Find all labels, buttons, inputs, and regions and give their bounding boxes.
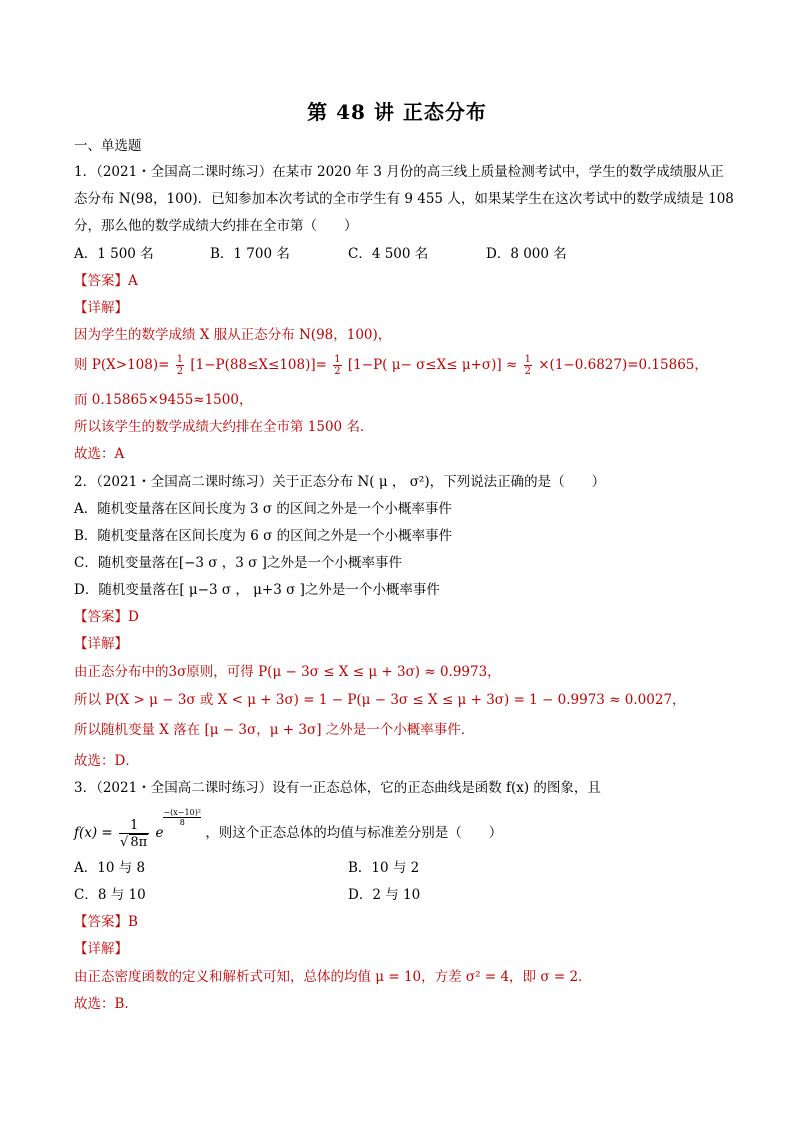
page-title: 第 48 讲 正态分布 [307,100,487,124]
q2-stem: 2．（2021・全国高二课时练习）关于正态分布 N( μ ， σ²)，下列说法正确的是（ ） [74,474,606,490]
q1-choose: 故选：A [74,446,125,462]
q1-sol2-c: [1−P( μ− σ≤X≤ μ+σ)] ≈ [347,357,518,373]
q1-option-a: A．1 500 名 [74,246,154,262]
q1-solution-line2 [74,352,720,378]
q2-option-c: C．随机变量落在[−3 σ ，3 σ ]之外是一个小概率事件 [74,555,402,571]
q3-density-fraction: $\frac{1}{√ 8\pi}$ [120,817,148,850]
half-fraction-1: $\frac{1}{2}$ [176,354,184,377]
q1-option-d: D．8 000 名 [486,246,567,262]
q2-option-b: B．随机变量落在区间长度为 6 σ 的区间之外是一个小概率事件 [74,528,453,544]
q3-e: e [155,825,164,841]
q3-option-d: D．2 与 10 [348,887,421,903]
q2-solution-line1: 由正态分布中的3σ原则，可得 P(μ − 3σ ≤ X ≤ μ + 3σ) ≈ 0.9973， [74,664,501,680]
q3-option-b: B．10 与 2 [348,860,420,876]
q3-stem-line2: ，则这个正态总体的均值与标准差分别是（ ） [205,825,503,841]
half-fraction-2: $\frac{1}{2}$ [334,354,341,377]
q1-detail-label: 【详解】 [74,300,128,316]
q1-option-b: B．1 700 名 [210,246,290,262]
q1-solution-line4: 所以该学生的数学成绩大约排在全市第 1500 名． [74,419,374,435]
q3-choose: 故选：B. [74,996,129,1012]
q2-solution-line3: 所以随机变量 X 落在 [μ − 3σ，μ + 3σ] 之外是一个小概率事件． [74,722,475,738]
q2-option-d: D．随机变量落在[ μ−3 σ ， μ+3 σ ]之外是一个小概率事件 [74,582,440,598]
section-heading: 一、单选题 [74,138,142,154]
q2-option-a: A．随机变量落在区间长度为 3 σ 的区间之外是一个小概率事件 [74,501,452,517]
q2-choose: 故选：D． [74,753,139,769]
q3-detail-label: 【详解】 [74,941,128,957]
q1-option-c: C．4 500 名 [348,246,429,262]
q2-detail-label: 【详解】 [74,636,128,652]
q1-sol2-b: [1−P(88≤X≤108)]= [190,357,327,373]
q3-stem-line1: 3．（2021・全国高二课时练习）设有一正态总体，它的正态曲线是函数 f(x) 的图象，且 [74,780,601,796]
q1-answer: 【答案】A [74,273,138,289]
q1-solution-line1: 因为学生的数学成绩 X 服从正态分布 N(98，100)， [74,327,392,343]
q3-option-c: C．8 与 10 [74,887,146,903]
q3-exponent: $\frac{\text{−(x−10)²}}{8}$ [163,808,202,827]
q1-sol2-a: 则 P(X>108)= [74,357,170,373]
q3-formula-line [74,808,720,850]
q3-answer: 【答案】B [74,914,138,930]
half-fraction-3: $\frac{1}{2}$ [524,354,531,377]
q3-solution-line1: 由正态密度函数的定义和解析式可知，总体的均值 μ = 10，方差 σ² = 4，即 σ = 2． [74,969,592,985]
q1-sol2-d: ×(1−0.6827)=0.15865， [538,357,708,373]
q3-option-a: A．10 与 8 [74,860,146,876]
q1-solution-line3: 而 0.15865×9455≈1500， [74,392,253,408]
q1-stem-line2: 态分布 N(98，100)．已知参加本次考试的全市学生有 9 455 人，如果某学生在这次考试中的数学成绩是 108 [74,191,734,207]
q1-stem-line1: 1．（2021・全国高二课时练习）在某市 2020 年 3 月份的高三线上质量检测考试中，学生的数学成绩服从正 [74,164,724,180]
q3-fx-left: f(x) = [74,825,113,841]
q2-answer: 【答案】D [74,609,139,625]
q1-stem-line3: 分，那么他的数学成绩大约排在全市第（ ） [74,218,358,234]
q2-solution-line2: 所以 P(X > μ − 3σ 或 X < μ + 3σ) = 1 − P(μ − 3σ ≤ X ≤ μ + 3σ) = 1 − 0.9973 ≈ 0.0027， [74,692,686,708]
